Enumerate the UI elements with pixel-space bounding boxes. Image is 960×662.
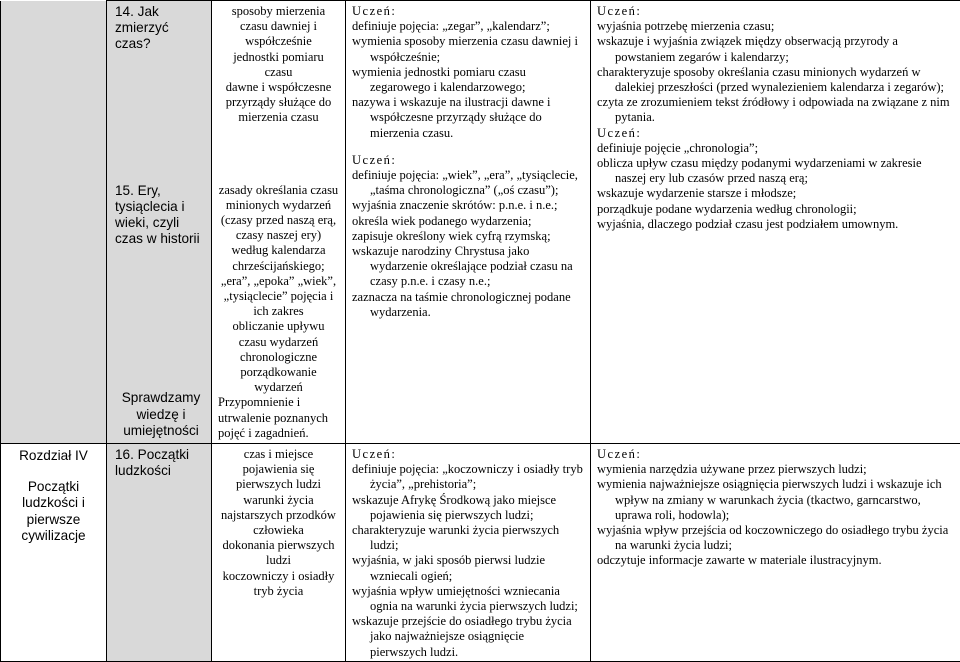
requirement-item: wskazuje i wyjaśnia związek między obserwacją przyrody a powstaniem zegarów i kalendarzy; bbox=[597, 34, 954, 64]
topic-16-title: 16. Początki ludzkości bbox=[115, 447, 207, 479]
table-row bbox=[1, 1, 960, 444]
requirement-item: wymienia jednostki pomiaru czasu zegarowego i kalendarzowego; bbox=[352, 65, 584, 95]
chapter-cell bbox=[1, 444, 107, 662]
requirement-item: charakteryzuje warunki życia pierwszych ludzi; bbox=[352, 523, 584, 553]
requirement-item: wyjaśnia wpływ umiejętności wzniecania ognia na warunki życia pierwszych ludzi; bbox=[352, 584, 584, 614]
content-item: jednostki pomiaru czasu bbox=[218, 50, 339, 80]
requirement-item: wyjaśnia, dlaczego podział czasu jest podziałem umownym. bbox=[597, 217, 954, 232]
content-item: warunki życia najstarszych przodków człowieka bbox=[218, 493, 339, 539]
requirement-item: definiuje pojęcia: „wiek”, „era”, „tysiąclecie, „taśma chronologiczna” („oś czasu”); bbox=[352, 168, 584, 198]
topic-14-title: 14. Jak zmierzyć czas? bbox=[115, 4, 207, 53]
requirement-item: definiuje pojęcie „chronologia”; bbox=[597, 141, 954, 156]
extended-requirements-cell bbox=[591, 444, 960, 662]
content-cell bbox=[212, 444, 346, 662]
requirement-item: określa wiek podanego wydarzenia; bbox=[352, 214, 584, 229]
requirement-item: wyjaśnia, w jaki sposób pierwsi ludzie wzniecali ogień; bbox=[352, 553, 584, 583]
content-item: obliczanie upływu czasu wydarzeń bbox=[218, 319, 339, 349]
student-label: Uczeń: bbox=[597, 4, 954, 19]
content-item: dawne i współczesne przyrządy służące do mierzenia czasu bbox=[218, 80, 339, 126]
requirement-item: wskazuje wydarzenie starsze i młodsze; bbox=[597, 186, 954, 201]
requirement-item: nazywa i wskazuje na ilustracji dawne i współczesne przyrządy służące do mierzenia czasu. bbox=[352, 95, 584, 141]
requirement-item: wskazuje przejście do osiadłego trybu życia jako najważniejsze osiągnięcie pierwszych ludzi. bbox=[352, 614, 584, 660]
student-label: Uczeń: bbox=[352, 447, 584, 462]
basic-requirements-cell bbox=[346, 444, 591, 662]
chapter-title: Rozdział IV bbox=[5, 448, 102, 465]
content-item: chronologiczne porządkowanie wydarzeń bbox=[218, 350, 339, 396]
requirement-item: wymienia narzędzia używane przez pierwszych ludzi; bbox=[597, 462, 954, 477]
student-label: Uczeń: bbox=[352, 153, 584, 168]
student-label: Uczeń: bbox=[597, 447, 954, 462]
requirement-item: wymienia sposoby mierzenia czasu dawniej i współcześnie; bbox=[352, 34, 584, 64]
requirement-item: definiuje pojęcia: „zegar”, „kalendarz”; bbox=[352, 19, 584, 34]
content-cell bbox=[212, 1, 346, 444]
requirement-item: porządkuje podane wydarzenia według chronologii; bbox=[597, 202, 954, 217]
requirement-item: wyjaśnia znaczenie skrótów: p.n.e. i n.e.; bbox=[352, 198, 584, 213]
requirement-item: odczytuje informacje zawarte w materiale ilustracyjnym. bbox=[597, 553, 954, 568]
content-item: „era”, „epoka” „wiek”, „tysiąclecie” pojęcia i ich zakres bbox=[218, 274, 339, 320]
content-item: czas i miejsce pojawienia się pierwszych ludzi bbox=[218, 447, 339, 493]
requirement-item: wymienia najważniejsze osiągnięcia pierwszych ludzi i wskazuje ich wpływ na zmiany w warunkach życia (tkactwo, garncarstwo, uprawa roli, hodowla); bbox=[597, 477, 954, 523]
content-item: Przypomnienie i utrwalenie poznanych pojęć i zagadnień. bbox=[218, 395, 339, 441]
content-item: koczowniczy i osiadły tryb życia bbox=[218, 569, 339, 599]
student-label: Uczeń: bbox=[597, 126, 954, 141]
content-item: sposoby mierzenia czasu dawniej i współcześnie bbox=[218, 4, 339, 50]
topic-cell bbox=[107, 444, 212, 662]
requirement-item: wyjaśnia potrzebę mierzenia czasu; bbox=[597, 19, 954, 34]
topic-cell bbox=[107, 1, 212, 444]
chapter-cell-empty bbox=[1, 1, 107, 444]
topic-15-title: 15. Ery, tysiąclecia i wieki, czyli czas w historii bbox=[115, 183, 207, 248]
requirement-item: zapisuje określony wiek cyfrą rzymską; bbox=[352, 229, 584, 244]
requirement-item: charakteryzuje sposoby określania czasu minionych wydarzeń w dalekiej przeszłości (przed wynalezieniem kalendarza i zegarów); bbox=[597, 65, 954, 95]
review-topic-title: Sprawdzamy wiedzę i umiejętności bbox=[115, 390, 207, 439]
requirement-item: czyta ze zrozumieniem tekst źródłowy i odpowiada na związane z nim pytania. bbox=[597, 95, 954, 125]
student-label: Uczeń: bbox=[352, 4, 584, 19]
requirement-item: wskazuje narodziny Chrystusa jako wydarzenie określające podział czasu na czasy p.n.e. i czasy n.e.; bbox=[352, 244, 584, 290]
content-item: dokonania pierwszych ludzi bbox=[218, 538, 339, 568]
extended-requirements-cell bbox=[591, 1, 960, 444]
requirement-item: oblicza upływ czasu między podanymi wydarzeniami w zakresie naszej ery lub czasów przed naszą erą; bbox=[597, 156, 954, 186]
requirement-item: zaznacza na taśmie chronologicznej podane wydarzenia. bbox=[352, 290, 584, 320]
requirement-item: wyjaśnia wpływ przejścia od koczowniczego do osiadłego trybu życia na warunki życia ludzi; bbox=[597, 523, 954, 553]
chapter-subtitle: Początki ludzkości i pierwsze cywilizacje bbox=[5, 479, 102, 545]
table-row bbox=[1, 444, 960, 662]
requirement-item: definiuje pojęcia: „koczowniczy i osiadły tryb życia”, „prehistoria”; bbox=[352, 462, 584, 492]
requirement-item: wskazuje Afrykę Środkową jako miejsce pojawienia się pierwszych ludzi; bbox=[352, 493, 584, 523]
basic-requirements-cell bbox=[346, 1, 591, 444]
content-item: zasady określania czasu minionych wydarzeń (czasy przed naszą erą, czasy naszej ery) według kalendarza chrześcijańskiego; bbox=[218, 183, 339, 274]
